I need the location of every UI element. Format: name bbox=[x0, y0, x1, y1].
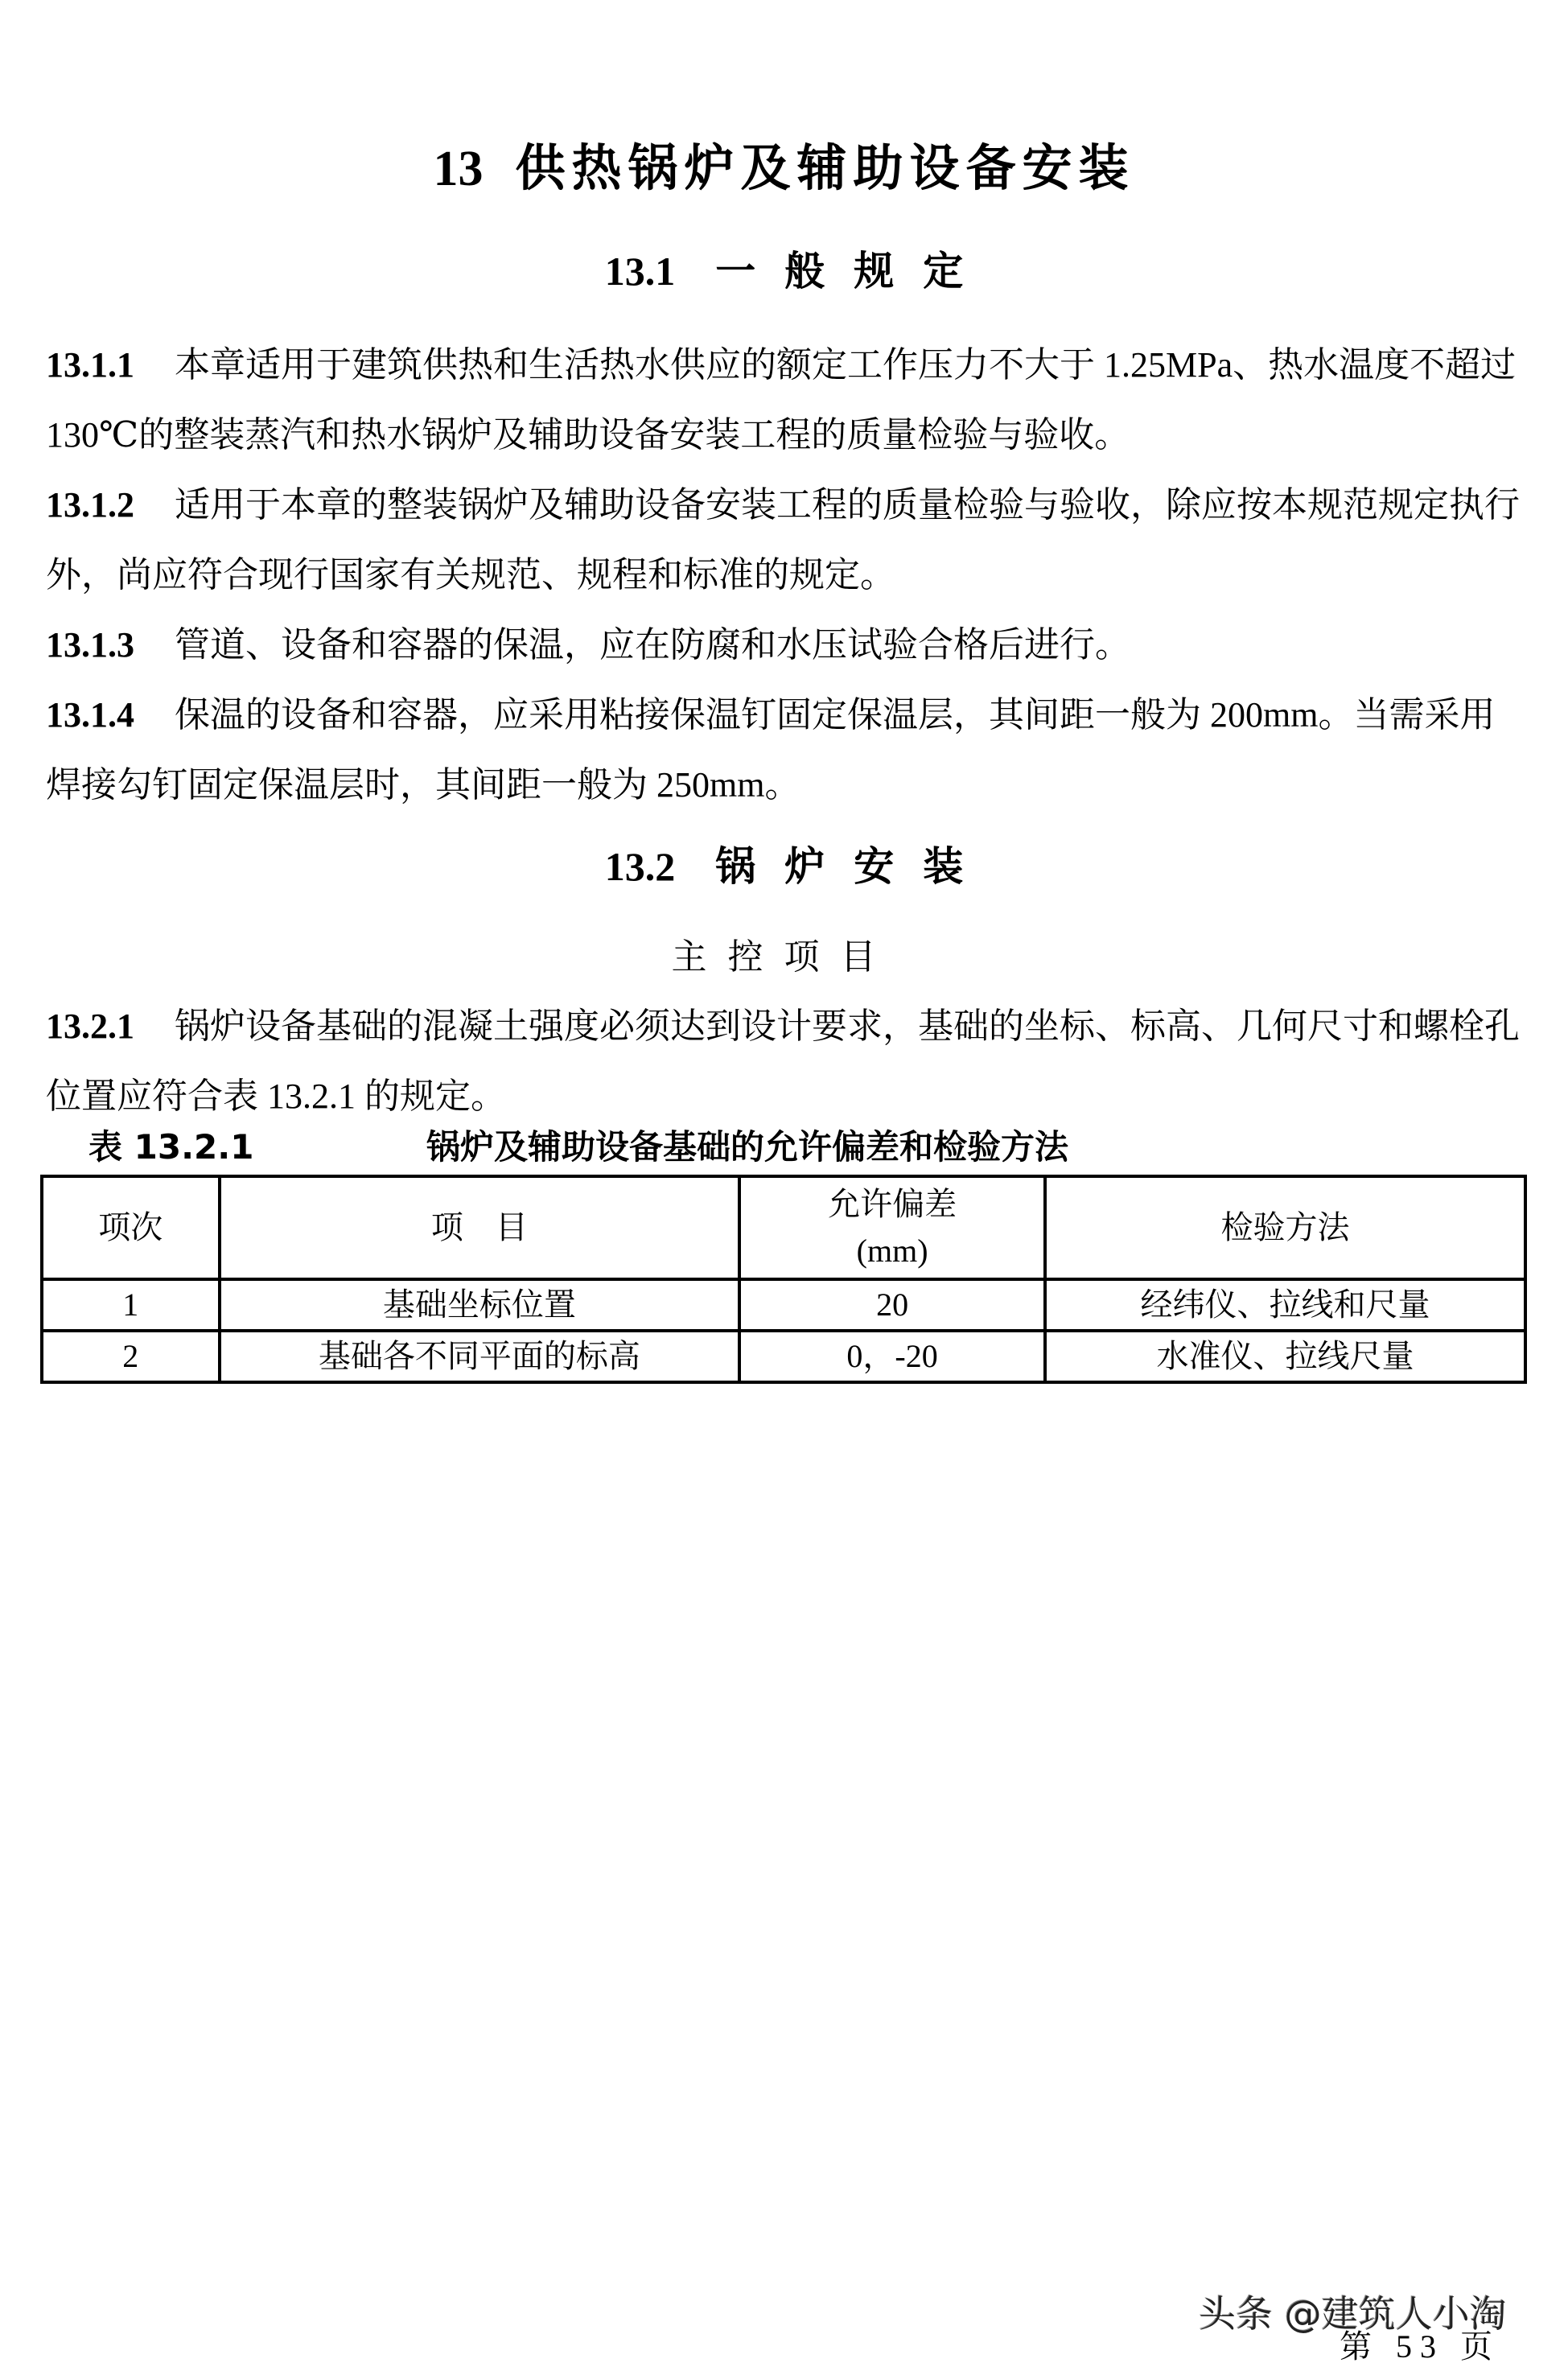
table-caption-number: 表 13.2.1 bbox=[88, 1127, 254, 1167]
clause-number: 13.2.1 bbox=[46, 1006, 134, 1046]
table-caption-title: 锅炉及辅助设备基础的允许偏差和检验方法 bbox=[426, 1127, 1069, 1167]
subsection-title: 主控项目 bbox=[671, 937, 897, 977]
cell-item: 基础坐标位置 bbox=[220, 1279, 740, 1331]
section-title-13-2 bbox=[0, 841, 1568, 892]
cell-tolerance: 0，-20 bbox=[739, 1331, 1045, 1382]
cell-item: 基础各不同平面的标高 bbox=[220, 1331, 740, 1382]
table-row bbox=[42, 1331, 1525, 1382]
clause-text: 管道、设备和容器的保温，应在防腐和水压试验合格后进行。 bbox=[175, 625, 1130, 665]
section-title-text: 一般规定 bbox=[715, 249, 993, 294]
watermark: 头条 @建筑人小淘 bbox=[1199, 2292, 1507, 2336]
table-caption bbox=[88, 1125, 1069, 1170]
section-number: 13.2 bbox=[604, 844, 676, 889]
header-tolerance-unit: (mm) bbox=[856, 1233, 928, 1269]
clause-number: 13.1.1 bbox=[46, 345, 134, 385]
cell-index: 2 bbox=[42, 1331, 220, 1382]
tolerance-table bbox=[40, 1175, 1527, 1384]
section-number: 13.1 bbox=[604, 249, 676, 294]
clause-13-1-2 bbox=[46, 470, 1526, 610]
cell-method: 经纬仪、拉线和尺量 bbox=[1045, 1279, 1525, 1331]
header-item: 项 目 bbox=[220, 1176, 740, 1279]
chapter-title bbox=[0, 137, 1568, 201]
section-title-13-1 bbox=[0, 245, 1568, 297]
cell-index: 1 bbox=[42, 1279, 220, 1331]
clause-13-1-3 bbox=[46, 610, 1526, 680]
header-method: 检验方法 bbox=[1045, 1176, 1525, 1279]
clause-text: 锅炉设备基础的混凝土强度必须达到设计要求，基础的坐标、标高、几何尺寸和螺栓孔位置应符合表 13.2.1 的规定。 bbox=[46, 1006, 1520, 1116]
header-tolerance bbox=[739, 1176, 1045, 1279]
clause-text: 适用于本章的整装锅炉及辅助设备安装工程的质量检验与验收，除应按本规范规定执行外，尚应符合现行国家有关规范、规程和标准的规定。 bbox=[46, 485, 1520, 595]
page-number: 第 53 页 bbox=[1340, 2328, 1500, 2365]
clause-text: 本章适用于建筑供热和生活热水供应的额定工作压力不大于 1.25MPa、热水温度不超过 130℃的整装蒸汽和热水锅炉及辅助设备安装工程的质量检验与验收。 bbox=[46, 345, 1517, 455]
clause-text: 保温的设备和容器，应采用粘接保温钉固定保温层，其间距一般为 200mm。当需采用焊接勾钉固定保温层时，其间距一般为 250mm。 bbox=[46, 695, 1496, 805]
header-tolerance-label: 允许偏差 bbox=[828, 1186, 957, 1222]
clause-13-1-1 bbox=[46, 330, 1526, 470]
header-index: 项次 bbox=[42, 1176, 220, 1279]
clause-13-2-1 bbox=[46, 991, 1526, 1131]
table-row bbox=[42, 1279, 1525, 1331]
table-header-row bbox=[42, 1176, 1525, 1279]
clause-number: 13.1.2 bbox=[46, 485, 134, 525]
cell-tolerance: 20 bbox=[739, 1279, 1045, 1331]
clause-number: 13.1.4 bbox=[46, 695, 134, 735]
cell-method: 水准仪、拉线尺量 bbox=[1045, 1331, 1525, 1382]
clause-number: 13.1.3 bbox=[46, 625, 134, 665]
chapter-title-text: 供热锅炉及辅助设备安装 bbox=[515, 142, 1135, 196]
chapter-number: 13 bbox=[433, 142, 484, 196]
section-title-text: 锅炉安装 bbox=[715, 844, 993, 889]
clause-13-1-4 bbox=[46, 680, 1526, 820]
